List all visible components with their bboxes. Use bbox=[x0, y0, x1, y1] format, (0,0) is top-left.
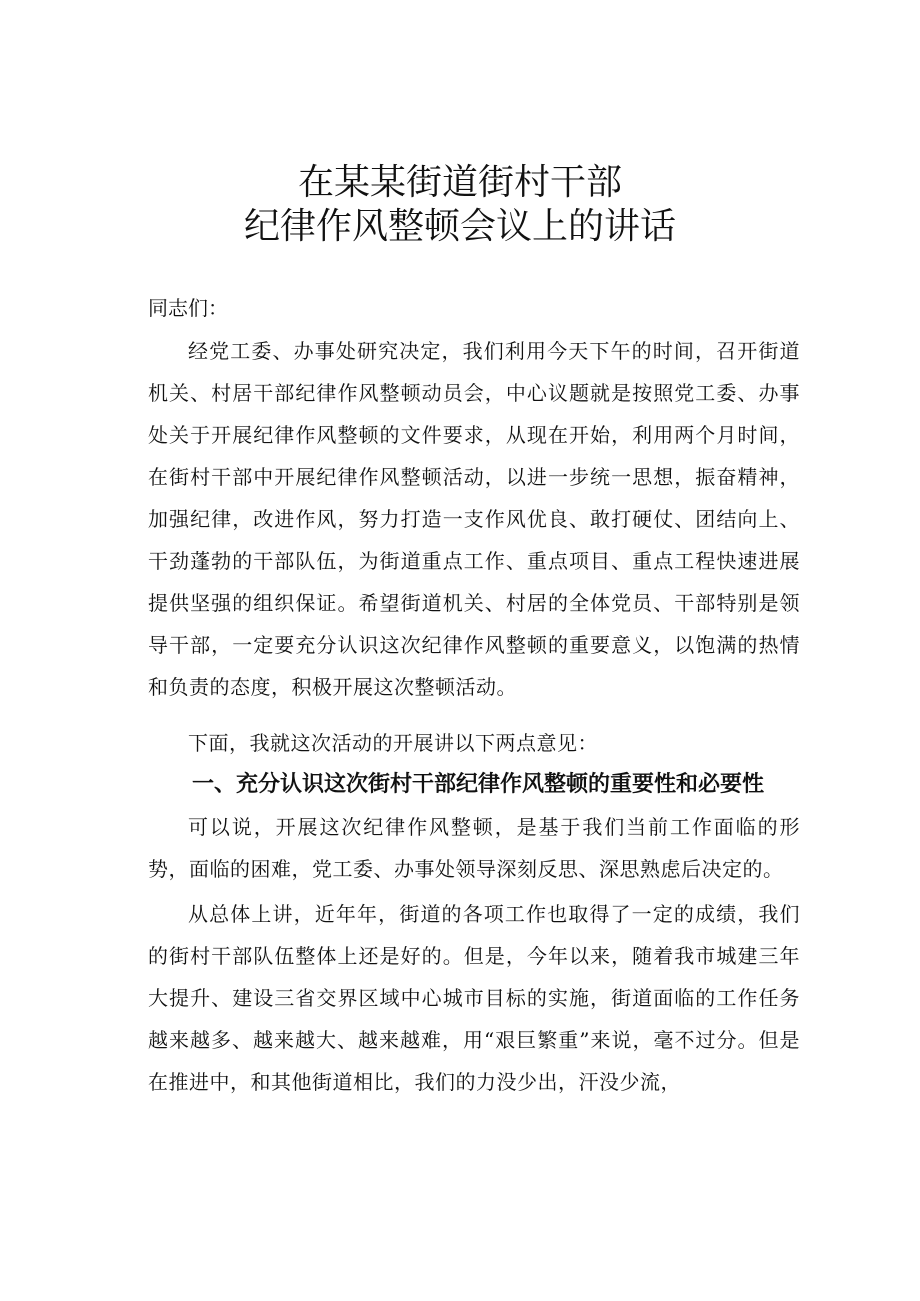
paragraph-2: 下面，我就这次活动的开展讲以下两点意见： bbox=[188, 731, 598, 755]
paragraph-1: 经党工委、办事处研究决定，我们利用今天下午的时间，召开街道机关、村居干部纪律作风整顿动员会，中心议题就是按照党工委、办事处关于开展纪律作风整顿的文件要求，从现在开始，利用两个月时间，在街村干部中开展纪律作风整顿活动，以进一步统一思想，振奋精神，加强纪律，改进作风，努力打造一支作风优良、敢打硬仗、团结向上、干劲蓬勃的干部队伍，为街道重点工作、重点项目、重点工程快速进展提供坚强的组织保证。希望街道机关、村居的全体党员、干部特别是领导干部，一定要充分认识这次纪律作风整顿的重要意义，以饱满的热情和负责的态度，积极开展这次整顿活动。 bbox=[148, 339, 800, 699]
paragraph-4: 从总体上讲，近年年，街道的各项工作也取得了一定的成绩，我们的街村干部队伍整体上还是好的。但是，今年以来，随着我市城建三年大提升、建设三省交界区域中心城市目标的实施，街道面临的工作任务越来越多、越来越大、越来越难，用“艰巨繁重”来说，毫不过分。但是在推进中，和其他街道相比，我们的力没少出，汗没少流， bbox=[148, 902, 800, 1094]
document-title-line2: 纪律作风整顿会议上的讲话 bbox=[243, 206, 676, 247]
paragraph-3: 可以说，开展这次纪律作风整顿，是基于我们当前工作面临的形势，面临的困难，党工委、办事处领导深刻反思、深思熟虑后决定的。 bbox=[148, 815, 800, 881]
section-heading: 一、充分认识这次街村干部纪律作风整顿的重要性和必要性 bbox=[192, 772, 765, 797]
document-title-line1: 在某某街道街村干部 bbox=[297, 162, 622, 203]
greeting: 同志们： bbox=[148, 296, 228, 320]
